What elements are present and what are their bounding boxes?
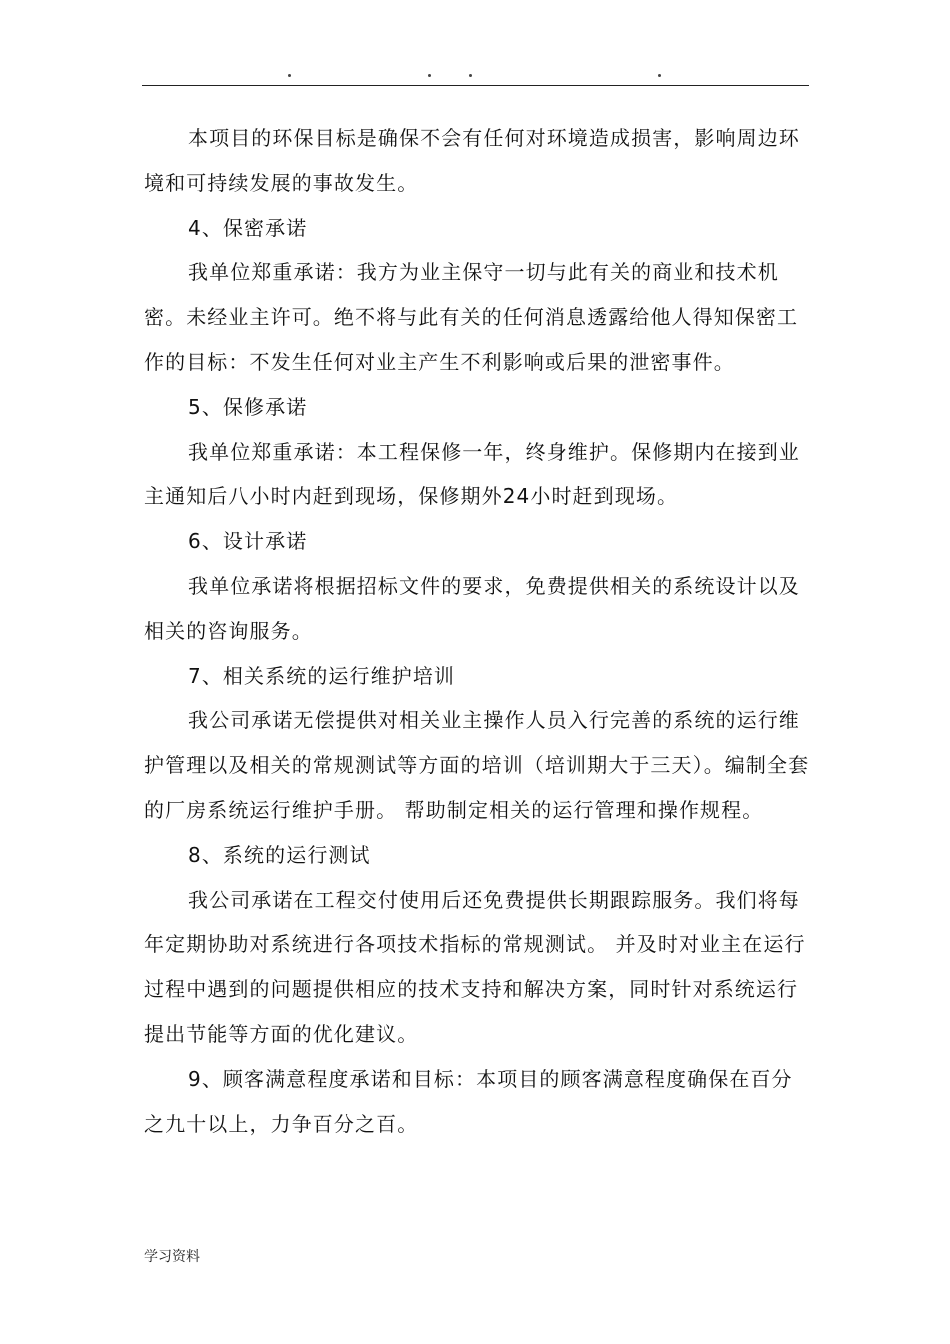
heading-testing: 8、系统的运行测试 — [188, 842, 371, 867]
footer-label: 学习资料 — [144, 1249, 200, 1265]
paragraph-design: 我单位承诺将根据招标文件的要求，免费提供相关的系统设计以及相关的咨询服务。 — [144, 573, 800, 643]
heading-training: 7、相关系统的运行维护培训 — [188, 663, 456, 688]
paragraph-warranty: 我单位郑重承诺：本工程保修一年，终身维护。保修期内在接到业主通知后八小时内赶到现场，保修期外24小时赶到现场。 — [144, 439, 800, 509]
header-dot — [658, 74, 661, 77]
document-body — [144, 116, 810, 1146]
paragraph-environment-goal: 本项目的环保目标是确保不会有任何对环境造成损害，影响周边环境和可持续发展的事故发生。 — [144, 126, 800, 195]
header-rule — [142, 85, 809, 86]
heading-warranty: 5、保修承诺 — [188, 394, 308, 419]
heading-design: 6、设计承诺 — [188, 529, 308, 554]
header-dot — [288, 74, 291, 77]
paragraph-training: 我公司承诺无偿提供对相关业主操作人员入行完善的系统的运行维护管理以及相关的常规测试等方面的培训（培训期大于三天）。编制全套的厂房系统运行维护手册。 帮助制定相关的运行管理和操作规程。 — [144, 708, 810, 822]
paragraph-confidentiality: 我单位郑重承诺：我方为业主保守一切与此有关的商业和技术机密。未经业主许可。绝不将与此有关的任何消息透露给他人得知保密工作的目标：不发生任何对业主产生不利影响或后果的泄密事件。 — [144, 260, 799, 374]
paragraph-customer-satisfaction: 9、顾客满意程度承诺和目标：本项目的顾客满意程度确保在百分之九十以上，力争百分之百。 — [144, 1066, 793, 1136]
heading-confidentiality: 4、保密承诺 — [188, 215, 308, 240]
paragraph-testing: 我公司承诺在工程交付使用后还免费提供长期跟踪服务。我们将每年定期协助对系统进行各项技术指标的常规测试。 并及时对业主在运行过程中遇到的问题提供相应的技术支持和解决方案，同时针对系统运行提出节能等方面的优化建议。 — [144, 887, 806, 1046]
header-dot — [469, 74, 472, 77]
header-dot — [428, 74, 431, 77]
